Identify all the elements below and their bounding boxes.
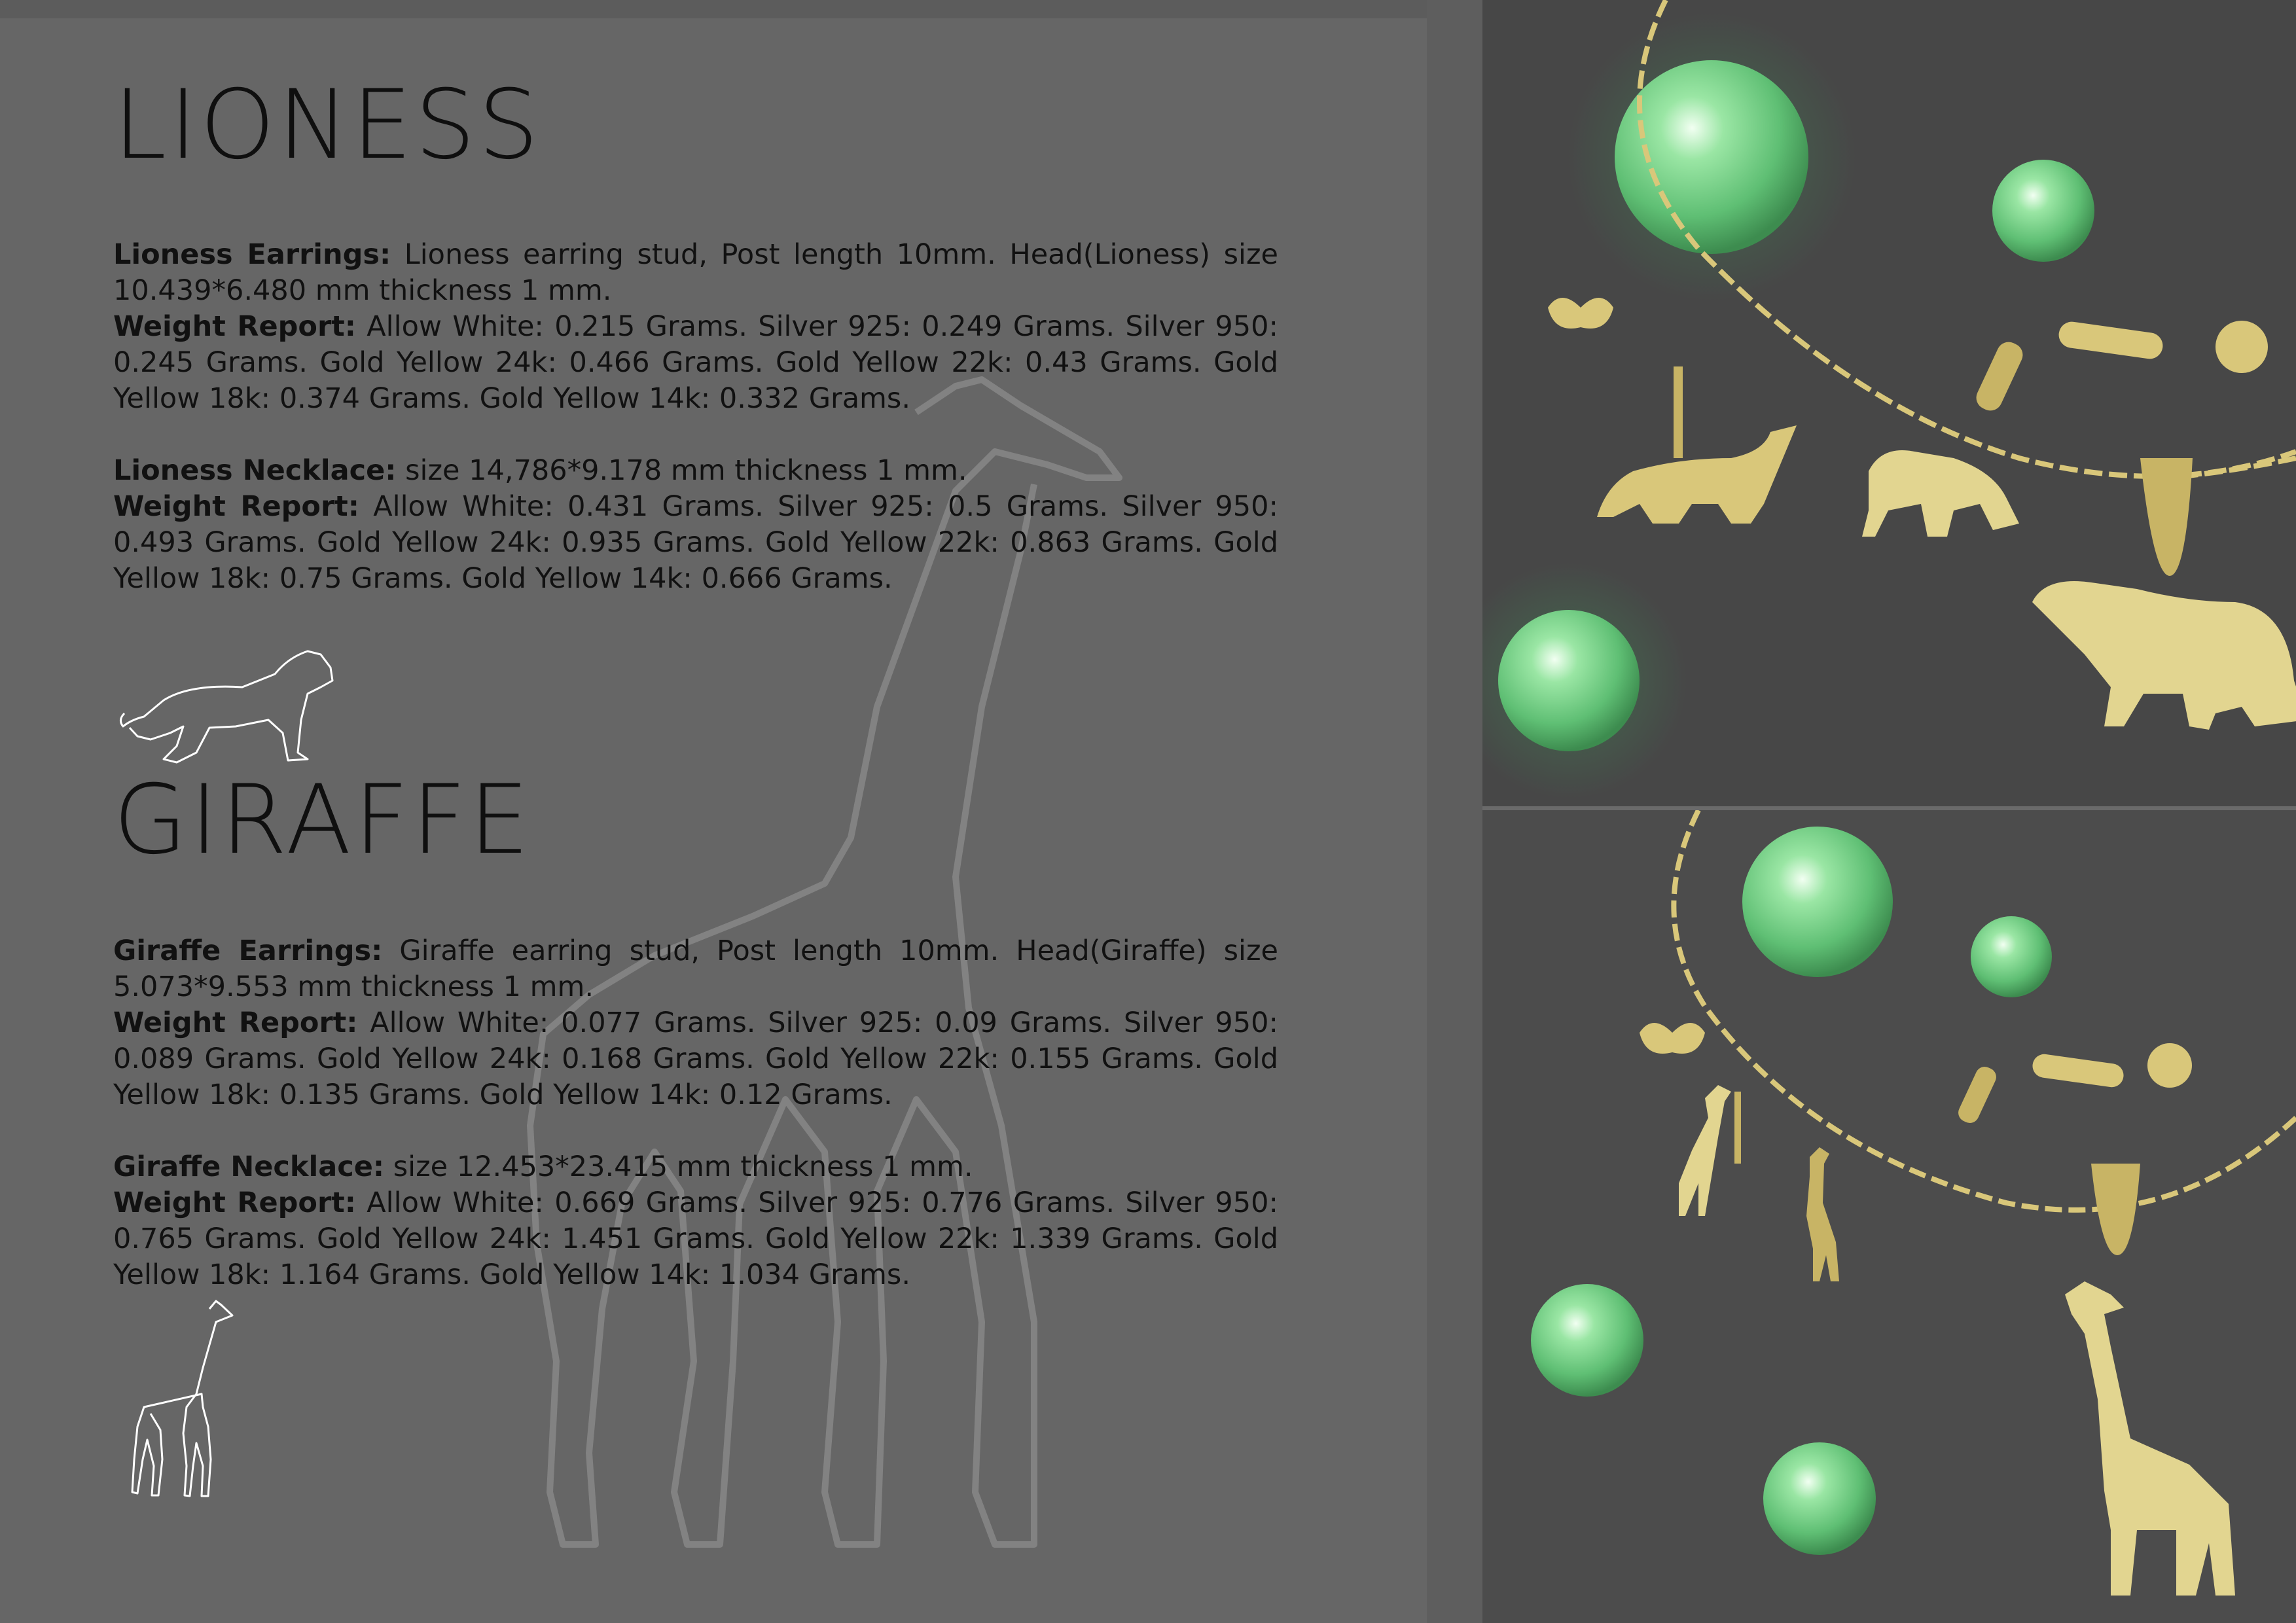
lioness-earrings-paragraph xyxy=(113,237,1278,309)
giraffe-necklace-text: size 12.453*23.415 mm thickness 1 mm. xyxy=(384,1150,973,1183)
pearl xyxy=(1498,610,1640,751)
pearl xyxy=(1615,60,1808,254)
pearl xyxy=(1763,1442,1876,1555)
lioness-jewelry-photo xyxy=(1482,0,2296,810)
lioness-description xyxy=(113,237,1278,597)
lioness-earrings-weight-paragraph xyxy=(113,309,1278,417)
giraffe-necklace-weight-text: Allow White: 0.669 Grams. Silver 925: 0.776 Grams. Silver 950: 0.765 Grams. Gold Yellow 24k: 1.451 Grams. Gold Yellow 22k: 1.339 Grams. Gold Yellow 18k: 1.164 Grams. Gold Yellow 14k: 1.034 Grams. xyxy=(113,1186,1278,1291)
lioness-necklace-text: size 14,786*9.178 mm thickness 1 mm. xyxy=(396,454,967,487)
giraffe-necklace-weight-paragraph xyxy=(113,1185,1278,1293)
lioness-earrings-text: Lioness earring stud, Post length 10mm. Head(Lioness) size 10.439*6.480 mm thickness 1 mm. xyxy=(113,238,1279,307)
giraffe-necklace-paragraph xyxy=(113,1149,1278,1185)
giraffe-jewelry-photo xyxy=(1482,810,2296,1623)
lioness-necklace-weight-text: Allow White: 0.431 Grams. Silver 925: 0.5 Grams. Silver 950: 0.493 Grams. Gold Yellow 24k: 0.935 Grams. Gold Yellow 22k: 0.863 Grams. Gold Yellow 18k: 0.75 Grams. Gold Yellow 14k: 0.666 Grams. xyxy=(113,490,1278,595)
pearl xyxy=(1742,827,1893,977)
top-strip xyxy=(0,0,1427,18)
giraffe-earrings-weight-paragraph xyxy=(113,1005,1278,1113)
giraffe-earrings-paragraph xyxy=(113,933,1278,1005)
lioness-necklace-label: Lioness Necklace: xyxy=(113,454,397,487)
giraffe-earrings-label: Giraffe Earrings: xyxy=(113,935,383,967)
lioness-earrings-weight-text: Allow White: 0.215 Grams. Silver 925: 0.249 Grams. Silver 950: 0.245 Grams. Gold Yellow 24k: 0.466 Grams. Gold Yellow 22k: 0.43 Grams. Gold Yellow 18k: 0.374 Grams. Gold Yellow 14k: 0.332 Grams. xyxy=(113,310,1278,415)
lioness-necklace-paragraph xyxy=(113,453,1278,489)
giraffe-description xyxy=(113,933,1278,1293)
lioness-necklace-weight-paragraph xyxy=(113,489,1278,597)
giraffe-necklace-weight-label: Weight Report: xyxy=(113,1186,356,1219)
giraffe-earrings-text: Giraffe earring stud, Post length 10mm. Head(Giraffe) size 5.073*9.553 mm thickness 1 mm. xyxy=(113,935,1278,1003)
giraffe-necklace-label: Giraffe Necklace: xyxy=(113,1150,385,1183)
giraffe-earrings-weight-label: Weight Report: xyxy=(113,1007,358,1039)
giraffe-title: GIRAFFE xyxy=(113,764,532,876)
pearl xyxy=(1992,160,2094,262)
giraffe-outline-icon xyxy=(124,1296,242,1505)
lioness-earrings-label: Lioness Earrings: xyxy=(113,238,391,271)
divider-column xyxy=(1427,0,1482,1623)
giraffe-earrings-weight-text: Allow White: 0.077 Grams. Silver 925: 0.09 Grams. Silver 950: 0.089 Grams. Gold Yellow 24k: 0.168 Grams. Gold Yellow 22k: 0.155 Grams. Gold Yellow 18k: 0.135 Grams. Gold Yellow 14k: 0.12 Grams. xyxy=(113,1007,1278,1111)
lioness-earrings-weight-label: Weight Report: xyxy=(113,310,356,343)
lioness-outline-icon xyxy=(111,622,347,772)
lioness-necklace-weight-label: Weight Report: xyxy=(113,490,359,523)
pearl xyxy=(1531,1284,1643,1397)
pearl xyxy=(1971,916,2052,997)
lioness-title: LIONESS xyxy=(113,69,542,181)
